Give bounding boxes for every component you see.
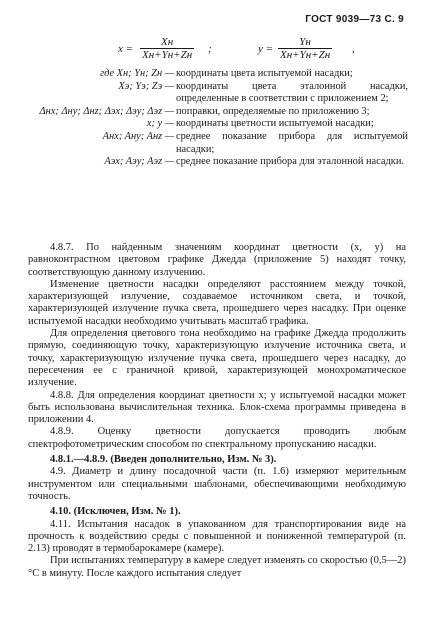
body-text bbox=[28, 242, 406, 580]
paragraph-4-8-8: 4.8.8. Для определения координат цветности x; y испытуемой насадки может быть использована вычислительная техника. Блок-схема программы приведена в приложении 4. bbox=[28, 389, 406, 426]
definition-item bbox=[28, 81, 408, 106]
paragraph-4-10: 4.10. (Исключен, Изм. № 1). bbox=[50, 506, 181, 518]
formula-x-fraction bbox=[140, 36, 194, 61]
definition-symbol: Δнx; Δнy; Δнz; Δэx; Δэy; Δэz — bbox=[39, 105, 174, 117]
symbol-definitions bbox=[28, 68, 408, 169]
paragraph-chromaticity-change: Изменение цветности насадки определяют расстоянием между точкой, характеризующей излучение, создаваемое источником света, и точкой, характеризующей излучение пучка света, прошедшего через насадку. При оценке испытуемой насадки необходимо учитывать масштаб графика. bbox=[28, 278, 406, 327]
formula-y-numerator: Yн bbox=[299, 36, 311, 48]
chromaticity-formula bbox=[118, 36, 388, 66]
definition-item bbox=[28, 106, 408, 119]
paragraph-4-8-9: 4.8.9. Оценку цветности допускается проводить любым спектрофотометрическим способом по спектральному пропусканию насадки. bbox=[28, 426, 406, 450]
formula-x-denominator: Xн+Yн+Zн bbox=[142, 49, 193, 61]
definition-text: среднее показание прибора для эталонной насадки. bbox=[176, 156, 405, 168]
definition-item bbox=[28, 118, 408, 131]
page-header: ГОСТ 9039—73 С. 9 bbox=[305, 14, 404, 25]
paragraph-temperature: При испытаниях температуру в камере следует изменять со скоростью (0,5—2)°С в минуту. После каждого испытания следует bbox=[28, 555, 406, 579]
paragraph-4-11: 4.11. Испытания насадок в упакованном для транспортирования виде на прочность к воздействию среды с повышенной и пониженной температурой (п. 2.13) проводят в термобарокамере (камере). bbox=[28, 518, 406, 555]
definition-item bbox=[28, 156, 408, 169]
definition-symbol: где Xн; Yн; Zн — bbox=[100, 68, 174, 79]
definition-text: координаты цвета эталонной насадки, определенные в соответствии с приложением 2; bbox=[176, 80, 408, 105]
paragraph-amendment-3: 4.8.1.—4.8.9. (Введен дополнительно, Изм. № 3). bbox=[50, 454, 277, 466]
paragraph-4-9: 4.9. Диаметр и длину посадочной части (п. 1.6) измеряют мерительным инструментом или специальными шаблонами, обеспечивающими необходимую точность. bbox=[28, 466, 406, 502]
formula-separator: ; bbox=[208, 43, 212, 55]
paragraph-4-8-7: 4.8.7. По найденным значениям координат цветности (x, y) на равноконтрастном цветовом графике Джедда (приложение 5) находят точку, соответствующую данному излучению. bbox=[28, 242, 406, 278]
definition-text: координаты цвета испытуемой насадки; bbox=[176, 68, 353, 79]
definition-item bbox=[28, 68, 408, 81]
definition-text: среднее показание прибора для испытуемой насадки; bbox=[176, 130, 408, 155]
definition-symbol: Xэ; Yэ; Zэ — bbox=[118, 80, 174, 92]
formula-y-denominator: Xн+Yн+Zн bbox=[280, 49, 331, 61]
formula-y-lhs: y = bbox=[258, 43, 274, 55]
formula-end: , bbox=[352, 43, 355, 55]
definition-item bbox=[28, 131, 408, 156]
definition-text: координаты цветности испытуемой насадки; bbox=[176, 118, 374, 130]
definition-symbol: Aэx; Aэy; Aэz — bbox=[104, 156, 174, 168]
formula-x-numerator: Xн bbox=[160, 36, 174, 48]
definition-text: поправки, определяемые по приложению 3; bbox=[176, 105, 370, 117]
formula-x-lhs: x = bbox=[118, 43, 134, 55]
paragraph-color-tone: Для определения цветового тона необходимо на графике Джедда продолжить прямую, соединяющую точку, характеризующую излучение источника света, и точку, характеризующую излучение пучка света, прошедшего через насадку, до пересечения ее с граничной кривой, характеризующей монохроматическое излучение. bbox=[28, 328, 406, 389]
formula-y-fraction bbox=[278, 36, 332, 61]
definition-symbol: Aнx; Aнy; Aнz — bbox=[102, 130, 174, 142]
definition-symbol: x; y — bbox=[146, 118, 174, 130]
